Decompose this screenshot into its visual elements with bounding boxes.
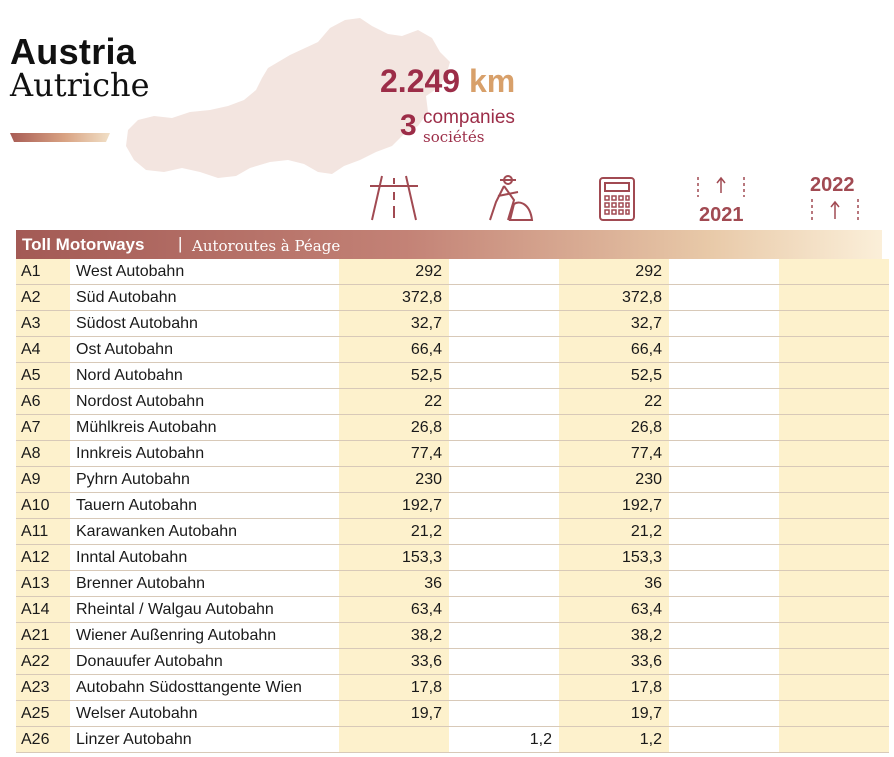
table-row — [16, 467, 889, 493]
roadworks-length-cell — [449, 415, 559, 441]
motorway-code: A1 — [16, 259, 70, 285]
toll-length-cell: 66,4 — [339, 337, 449, 363]
toll-length-cell: 38,2 — [339, 623, 449, 649]
motorway-code: A26 — [16, 727, 70, 753]
total-length-cell: 26,8 — [559, 415, 669, 441]
total-length-cell: 33,6 — [559, 649, 669, 675]
roadworks-length-cell — [449, 597, 559, 623]
motorway-name: Innkreis Autobahn — [70, 441, 339, 467]
year-2021-cell — [669, 623, 779, 649]
arrow-up-2021-icon — [694, 175, 748, 199]
motorway-name: Karawanken Autobahn — [70, 519, 339, 545]
year-2021-cell — [669, 311, 779, 337]
year-2022-cell — [779, 467, 889, 493]
roadworks-length-cell: 1,2 — [449, 727, 559, 753]
year-2022-cell — [779, 519, 889, 545]
toll-length-cell: 63,4 — [339, 597, 449, 623]
toll-length-cell: 192,7 — [339, 493, 449, 519]
motorway-code: A10 — [16, 493, 70, 519]
year-2022-cell — [779, 649, 889, 675]
motorway-name: Tauern Autobahn — [70, 493, 339, 519]
table-row — [16, 597, 889, 623]
table-row — [16, 285, 889, 311]
toll-length-cell: 36 — [339, 571, 449, 597]
total-length-cell: 38,2 — [559, 623, 669, 649]
year-2022-cell — [779, 597, 889, 623]
roadworks-length-cell — [449, 259, 559, 285]
roadworks-length-cell — [449, 675, 559, 701]
toll-length-cell: 153,3 — [339, 545, 449, 571]
year-2022-cell — [779, 675, 889, 701]
toll-length-cell: 22 — [339, 389, 449, 415]
total-length-cell: 372,8 — [559, 285, 669, 311]
roadworks-length-cell — [449, 623, 559, 649]
length-unit: km — [468, 63, 516, 99]
year-2021-cell — [669, 675, 779, 701]
motorway-code: A4 — [16, 337, 70, 363]
toll-length-cell — [339, 727, 449, 753]
roadworks-length-cell — [449, 649, 559, 675]
table-row — [16, 571, 889, 597]
table-row — [16, 363, 889, 389]
year-2022-cell — [779, 727, 889, 753]
year-2021-cell — [669, 701, 779, 727]
motorway-name: Nordost Autobahn — [70, 389, 339, 415]
motorway-name: Pyhrn Autobahn — [70, 467, 339, 493]
motorway-code: A11 — [16, 519, 70, 545]
year-2022-cell — [779, 311, 889, 337]
year-2021-cell — [669, 415, 779, 441]
companies-label-en: companies — [423, 107, 515, 128]
roadworks-length-cell — [449, 571, 559, 597]
motorway-name: Süd Autobahn — [70, 285, 339, 311]
toll-length-cell: 372,8 — [339, 285, 449, 311]
year-2021-cell — [669, 649, 779, 675]
table-row — [16, 259, 889, 285]
roadworks-icon — [484, 174, 536, 222]
page-title-en: Austria — [10, 31, 137, 72]
total-length-cell: 63,4 — [559, 597, 669, 623]
motorway-code: A12 — [16, 545, 70, 571]
year-2022-cell — [779, 701, 889, 727]
total-length — [380, 62, 515, 100]
year-2022-cell — [779, 285, 889, 311]
table-row — [16, 649, 889, 675]
year-2022-cell — [779, 623, 889, 649]
motorway-name: Autobahn Südosttangente Wien — [70, 675, 339, 701]
motorway-code: A6 — [16, 389, 70, 415]
motorway-name: Ost Autobahn — [70, 337, 339, 363]
motorway-code: A21 — [16, 623, 70, 649]
motorway-code: A23 — [16, 675, 70, 701]
motorway-name: Rheintal / Walgau Autobahn — [70, 597, 339, 623]
roadworks-length-cell — [449, 337, 559, 363]
total-length-cell: 36 — [559, 571, 669, 597]
year-2022: 2022 — [810, 174, 855, 196]
motorway-name: Brenner Autobahn — [70, 571, 339, 597]
roadworks-length-cell — [449, 363, 559, 389]
roadworks-length-cell — [449, 493, 559, 519]
year-2021-cell — [669, 285, 779, 311]
table-row — [16, 519, 889, 545]
motorway-name: West Autobahn — [70, 259, 339, 285]
total-length-cell: 66,4 — [559, 337, 669, 363]
year-2021: 2021 — [699, 204, 744, 226]
table-row — [16, 441, 889, 467]
toll-length-cell: 33,6 — [339, 649, 449, 675]
arrow-up-2022-icon — [808, 197, 862, 223]
motorway-code: A14 — [16, 597, 70, 623]
roadworks-length-cell — [449, 519, 559, 545]
motorway-name: Südost Autobahn — [70, 311, 339, 337]
year-2022-cell — [779, 545, 889, 571]
table-row — [16, 311, 889, 337]
companies-label-fr: sociétés — [423, 128, 485, 146]
roadworks-length-cell — [449, 285, 559, 311]
motorway-code: A5 — [16, 363, 70, 389]
total-length-cell: 192,7 — [559, 493, 669, 519]
roadworks-length-cell — [449, 467, 559, 493]
total-length-cell: 52,5 — [559, 363, 669, 389]
year-2022-cell — [779, 259, 889, 285]
table-row — [16, 545, 889, 571]
total-length-cell: 32,7 — [559, 311, 669, 337]
motorway-name: Inntal Autobahn — [70, 545, 339, 571]
roadworks-length-cell — [449, 545, 559, 571]
roadworks-length-cell — [449, 701, 559, 727]
total-length-cell: 1,2 — [559, 727, 669, 753]
year-2021-cell — [669, 441, 779, 467]
calculator-icon — [598, 176, 636, 222]
toll-length-cell: 292 — [339, 259, 449, 285]
total-length-cell: 230 — [559, 467, 669, 493]
roadworks-length-cell — [449, 389, 559, 415]
year-2021-cell — [669, 571, 779, 597]
year-2022-cell — [779, 493, 889, 519]
motorway-code: A7 — [16, 415, 70, 441]
motorway-name: Wiener Außenring Autobahn — [70, 623, 339, 649]
total-length-cell: 153,3 — [559, 545, 669, 571]
year-2022-cell — [779, 415, 889, 441]
year-2021-cell — [669, 597, 779, 623]
roadworks-length-cell — [449, 441, 559, 467]
length-value: 2.249 — [380, 63, 461, 99]
toll-length-cell: 77,4 — [339, 441, 449, 467]
toll-length-cell: 17,8 — [339, 675, 449, 701]
year-2022-cell — [779, 571, 889, 597]
table-row — [16, 675, 889, 701]
year-2021-cell — [669, 727, 779, 753]
section-separator: | — [178, 234, 183, 253]
year-2022-cell — [779, 389, 889, 415]
motorway-name: Linzer Autobahn — [70, 727, 339, 753]
year-2021-cell — [669, 545, 779, 571]
year-2021-cell — [669, 389, 779, 415]
roadworks-length-cell — [449, 311, 559, 337]
total-length-cell: 292 — [559, 259, 669, 285]
year-2021-cell — [669, 493, 779, 519]
year-2022-cell — [779, 441, 889, 467]
motorway-code: A3 — [16, 311, 70, 337]
total-length-cell: 19,7 — [559, 701, 669, 727]
table-row — [16, 701, 889, 727]
year-2021-cell — [669, 363, 779, 389]
toll-length-cell: 19,7 — [339, 701, 449, 727]
section-header — [16, 230, 882, 259]
toll-length-cell: 21,2 — [339, 519, 449, 545]
decorative-bar — [10, 133, 110, 142]
motorway-code: A25 — [16, 701, 70, 727]
table-row — [16, 337, 889, 363]
toll-length-cell: 32,7 — [339, 311, 449, 337]
total-length-cell: 21,2 — [559, 519, 669, 545]
total-length-cell: 17,8 — [559, 675, 669, 701]
year-2021-cell — [669, 467, 779, 493]
table-row — [16, 727, 889, 753]
motorway-code: A8 — [16, 441, 70, 467]
motorway-name: Welser Autobahn — [70, 701, 339, 727]
toll-length-cell: 52,5 — [339, 363, 449, 389]
motorway-name: Mühlkreis Autobahn — [70, 415, 339, 441]
companies-count: 3 — [400, 109, 417, 142]
table-row — [16, 623, 889, 649]
year-2022-cell — [779, 337, 889, 363]
total-length-cell: 22 — [559, 389, 669, 415]
motorway-code: A22 — [16, 649, 70, 675]
total-length-cell: 77,4 — [559, 441, 669, 467]
toll-length-cell: 230 — [339, 467, 449, 493]
motorways-table — [16, 259, 889, 753]
motorway-name: Donauufer Autobahn — [70, 649, 339, 675]
table-row — [16, 415, 889, 441]
section-title-en: Toll Motorways — [22, 235, 145, 254]
year-2021-cell — [669, 259, 779, 285]
table-row — [16, 389, 889, 415]
section-title-fr: Autoroutes à Péage — [192, 237, 341, 255]
motorway-icon — [368, 174, 420, 222]
toll-length-cell: 26,8 — [339, 415, 449, 441]
motorway-code: A13 — [16, 571, 70, 597]
year-2021-cell — [669, 519, 779, 545]
page-title-fr: Autriche — [10, 66, 150, 104]
motorway-code: A2 — [16, 285, 70, 311]
table-row — [16, 493, 889, 519]
motorway-code: A9 — [16, 467, 70, 493]
motorway-name: Nord Autobahn — [70, 363, 339, 389]
year-2022-cell — [779, 363, 889, 389]
year-2021-cell — [669, 337, 779, 363]
